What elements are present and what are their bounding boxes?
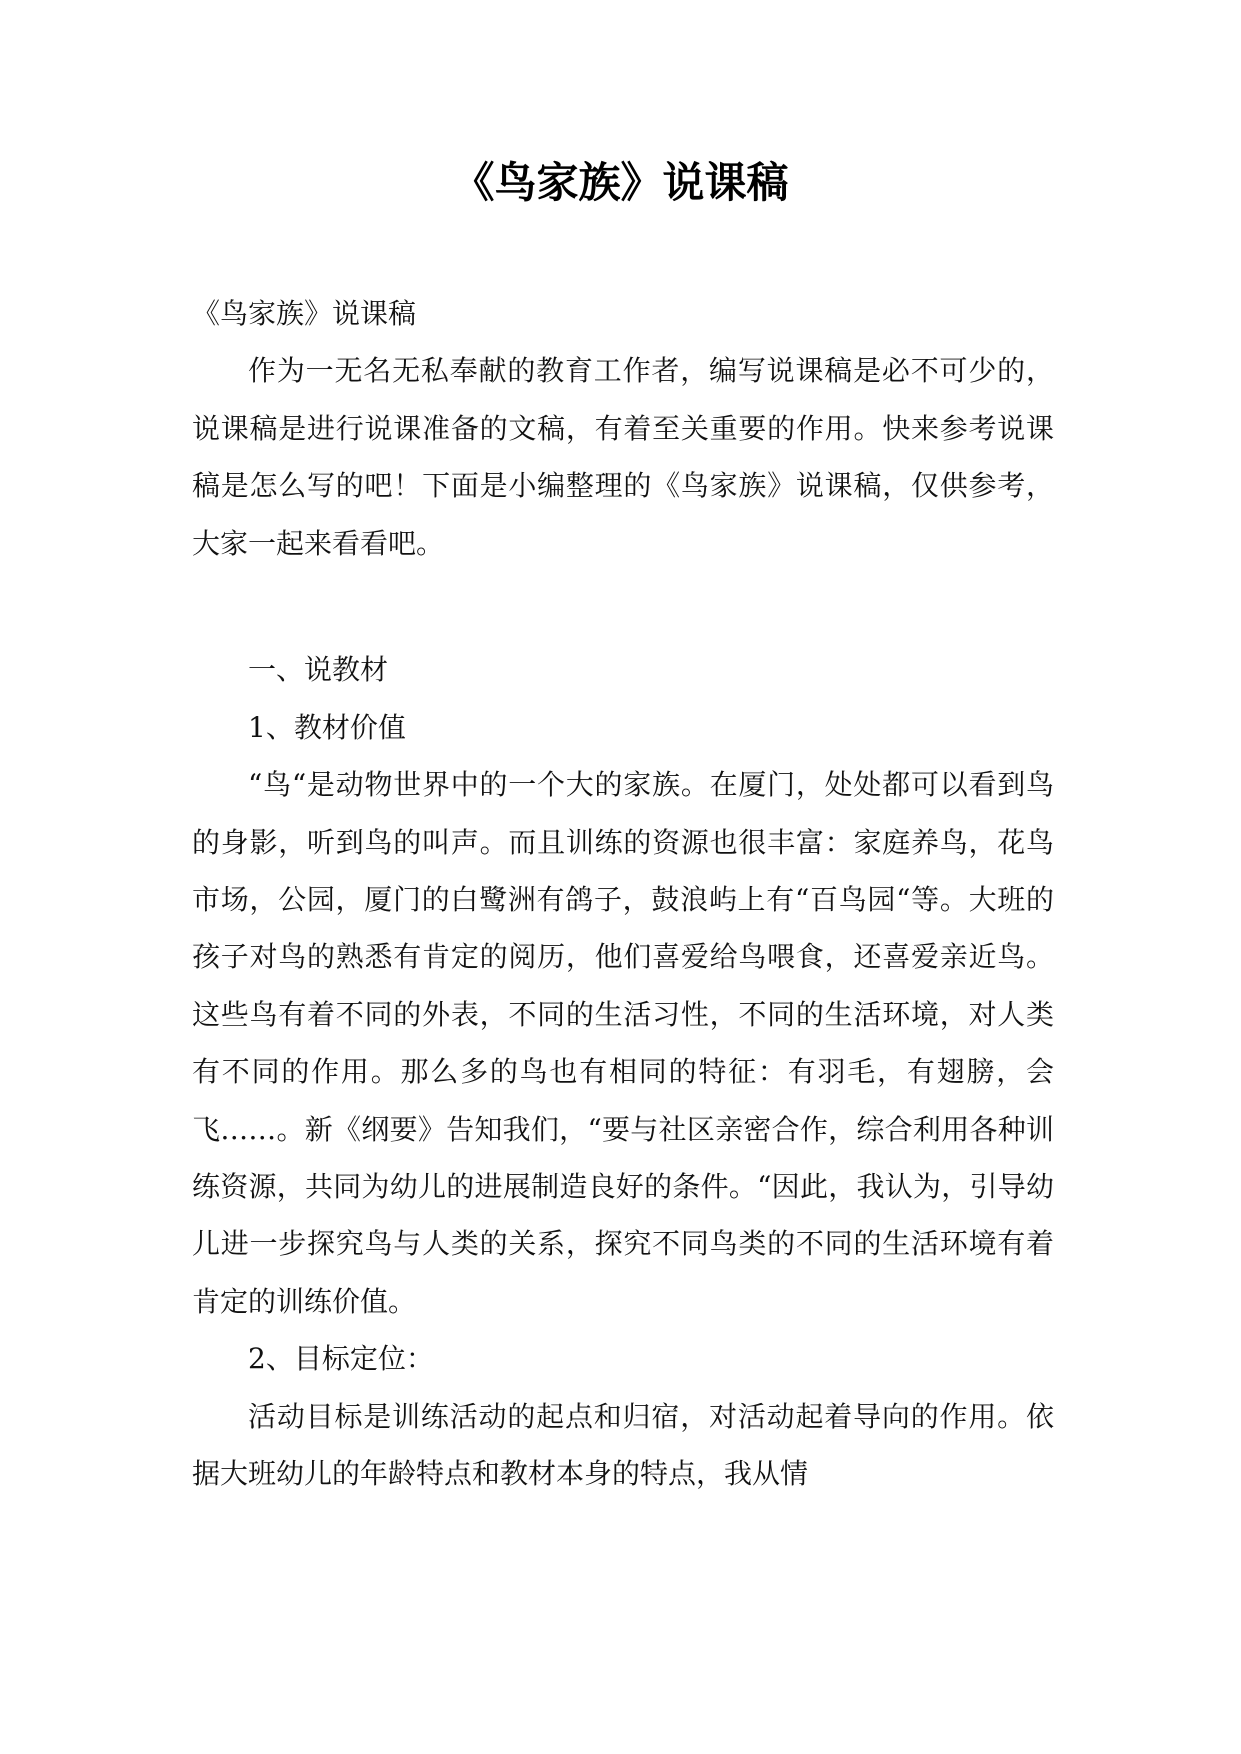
- document-title: 《鸟家族》说课稿: [452, 158, 789, 207]
- intro-heading: 《鸟家族》说课稿: [192, 297, 417, 330]
- body-paragraph: 活动目标是训练活动的起点和归宿，对活动起着导向的作用。依据大班幼儿的年龄特点和教材本身的特点，我从情: [192, 1399, 1054, 1491]
- subsection-heading: 1、教材价值: [248, 710, 406, 744]
- intro-paragraph: 作为一无名无私奉献的教育工作者，编写说课稿是必不可少的，说课稿是进行说课准备的文稿，有着至关重要的作用。快来参考说课稿是怎么写的吧！下面是小编整理的《鸟家族》说课稿，仅供参考，大家一起来看看吧。: [192, 354, 1054, 560]
- blank-line: [192, 572, 1054, 629]
- subsection-heading: 2、目标定位：: [248, 1342, 434, 1376]
- section-heading: 一、说教材: [248, 653, 389, 687]
- document-body: [192, 285, 1054, 1491]
- body-paragraph: “鸟“是动物世界中的一个大的家族。在厦门，处处都可以看到鸟的身影，听到鸟的叫声。而且训练的资源也很丰富：家庭养鸟，花鸟市场，公园，厦门的白鹭洲有鸽子，鼓浪屿上有“百鸟园“等。大班的孩子对鸟的熟悉有肯定的阅历，他们喜爱给鸟喂食，还喜爱亲近鸟。这些鸟有着不同的外表，不同的生活习性，不同的生活环境，对人类有不同的作用。那么多的鸟也有相同的特征：有羽毛，有翅膀，会飞……。新《纲要》告知我们，“要与社区亲密合作，综合利用各种训练资源，共同为幼儿的进展制造良好的条件。“因此，我认为，引导幼儿进一步探究鸟与人类的关系，探究不同鸟类的不同的生活环境有着肯定的训练价值。: [192, 768, 1054, 1318]
- content-section: [192, 641, 1054, 1502]
